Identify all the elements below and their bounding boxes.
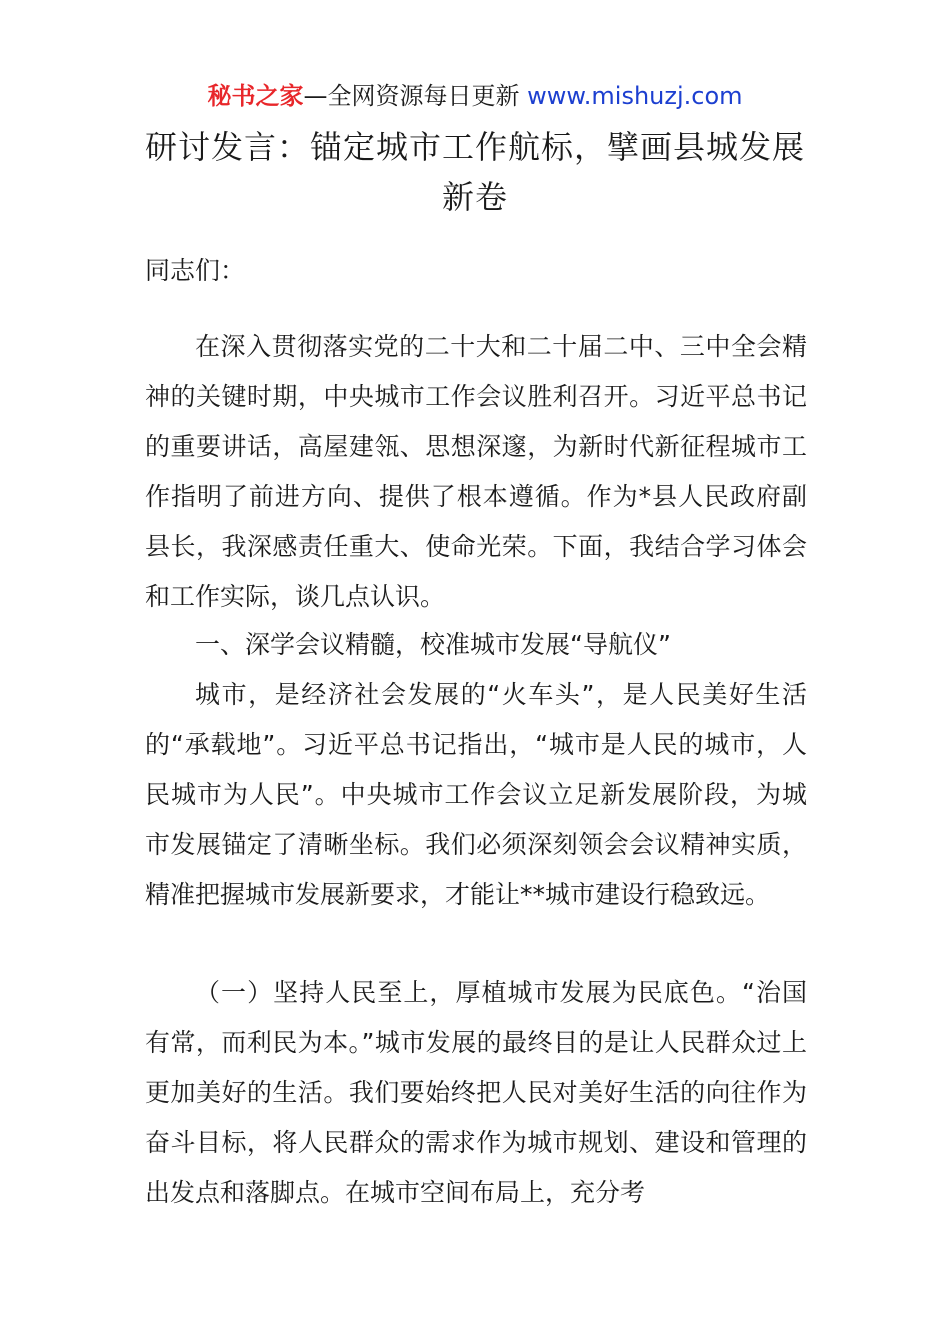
- site-header: [0, 80, 950, 112]
- document-title: [145, 122, 805, 222]
- paragraph-2: [145, 670, 807, 920]
- paragraph-1-text: 在深入贯彻落实党的二十大和二十届二中、三中全会精神的关键时期，中央城市工作会议胜利召开。习近平总书记的重要讲话，高屋建瓴、思想深邃，为新时代新征程城市工作指明了前进方向、提供了根本遵循。作为*县人民政府副县长，我深感责任重大、使命光荣。下面，我结合学习体会和工作实际，谈几点认识。: [145, 332, 807, 611]
- title-line-2: 新卷: [441, 178, 508, 216]
- salutation: [145, 246, 807, 296]
- site-url[interactable]: www.mishuzj.com: [527, 82, 743, 110]
- paragraph-1: [145, 322, 807, 622]
- paragraph-2-text: 城市，是经济社会发展的“火车头”，是人民美好生活的“承载地”。习近平总书记指出，“城市是人民的城市，人民城市为人民”。中央城市工作会议立足新发展阶段，为城市发展锚定了清晰坐标。我们必须深刻领会会议精神实质，精准把握城市发展新要求，才能让**城市建设行稳致远。: [145, 680, 807, 909]
- brand-name: 秘书之家: [207, 82, 304, 110]
- section-1-heading-text: 一、深学会议精髓，校准城市发展“导航仪”: [195, 630, 671, 659]
- section-1-heading: [145, 620, 807, 670]
- paragraph-3-text: （一）坚持人民至上，厚植城市发展为民底色。“治国有常，而利民为本。”城市发展的最终目的是让人民群众过上更加美好的生活。我们要始终把人民对美好生活的向往作为奋斗目标，将人民群众的需求作为城市规划、建设和管理的出发点和落脚点。在城市空间布局上，充分考: [145, 978, 807, 1207]
- title-line-1: 研讨发言：锚定城市工作航标，擘画县城发展: [145, 128, 806, 166]
- site-tagline: —全网资源每日更新: [303, 82, 528, 110]
- salutation-text: 同志们：: [145, 256, 246, 285]
- paragraph-3: [145, 968, 807, 1218]
